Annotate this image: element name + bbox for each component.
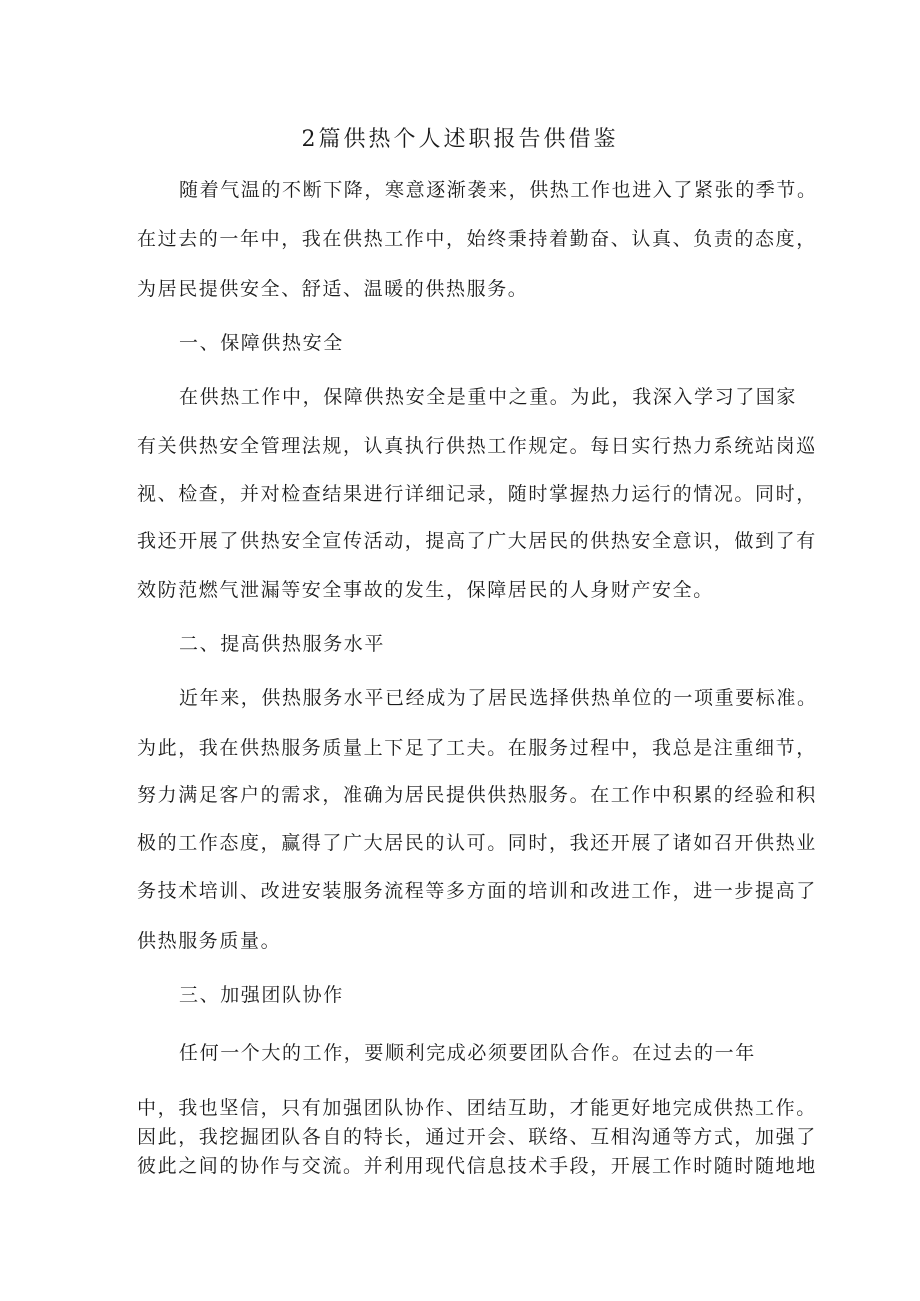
body-line: 极的工作态度，赢得了广大居民的认可。同时，我还开展了诸如召开供热业 xyxy=(137,832,817,854)
body-line: 供热服务质量。 xyxy=(137,930,282,952)
body-line: 效防范燃气泄漏等安全事故的发生，保障居民的人身财产安全。 xyxy=(137,579,714,601)
section-heading: 三、加强团队协作 xyxy=(179,984,344,1006)
body-line: 为此，我在供热服务质量上下足了工夫。在服务过程中，我总是注重细节， xyxy=(137,737,817,759)
body-line: 在供热工作中，保障供热安全是重中之重。为此，我深入学习了国家 xyxy=(179,386,798,408)
body-line: 有关供热安全管理法规，认真执行供热工作规定。每日实行热力系统站岗巡 xyxy=(137,435,817,457)
body-line: 视、检查，并对检查结果进行详细记录，随时掌握热力运行的情况。同时， xyxy=(137,483,817,505)
section-heading: 二、提高供热服务水平 xyxy=(179,633,386,655)
body-line: 近年来，供热服务水平已经成为了居民选择供热单位的一项重要标准。 xyxy=(179,687,818,709)
body-line: 在过去的一年中，我在供热工作中，始终秉持着勤奋、认真、负责的态度， xyxy=(137,228,817,250)
body-line: 为居民提供安全、舒适、温暖的供热服务。 xyxy=(137,278,529,300)
body-line: 我还开展了供热安全宣传活动，提高了广大居民的供热安全意识，做到了有 xyxy=(137,530,817,552)
body-line: 因此，我挖掘团队各自的特长，通过开会、联络、互相沟通等方式，加强了 xyxy=(137,1126,817,1148)
body-line: 务技术培训、改进安装服务流程等多方面的培训和改进工作，进一步提高了 xyxy=(137,880,817,902)
body-line: 中，我也坚信，只有加强团队协作、团结互助，才能更好地完成供热工作。 xyxy=(137,1097,817,1119)
section-heading: 一、保障供热安全 xyxy=(179,332,344,354)
body-line: 彼此之间的协作与交流。并利用现代信息技术手段，开展工作时随时随地地 xyxy=(137,1155,817,1177)
body-line: 随着气温的不断下降，寒意逐渐袭来，供热工作也进入了紧张的季节。 xyxy=(179,179,818,201)
body-line: 任何一个大的工作，要顺利完成必须要团队合作。在过去的一年 xyxy=(179,1042,756,1064)
body-line: 努力满足客户的需求，准确为居民提供供热服务。在工作中积累的经验和积 xyxy=(137,784,817,806)
document-title: 2篇供热个人述职报告供借鉴 xyxy=(301,127,619,152)
